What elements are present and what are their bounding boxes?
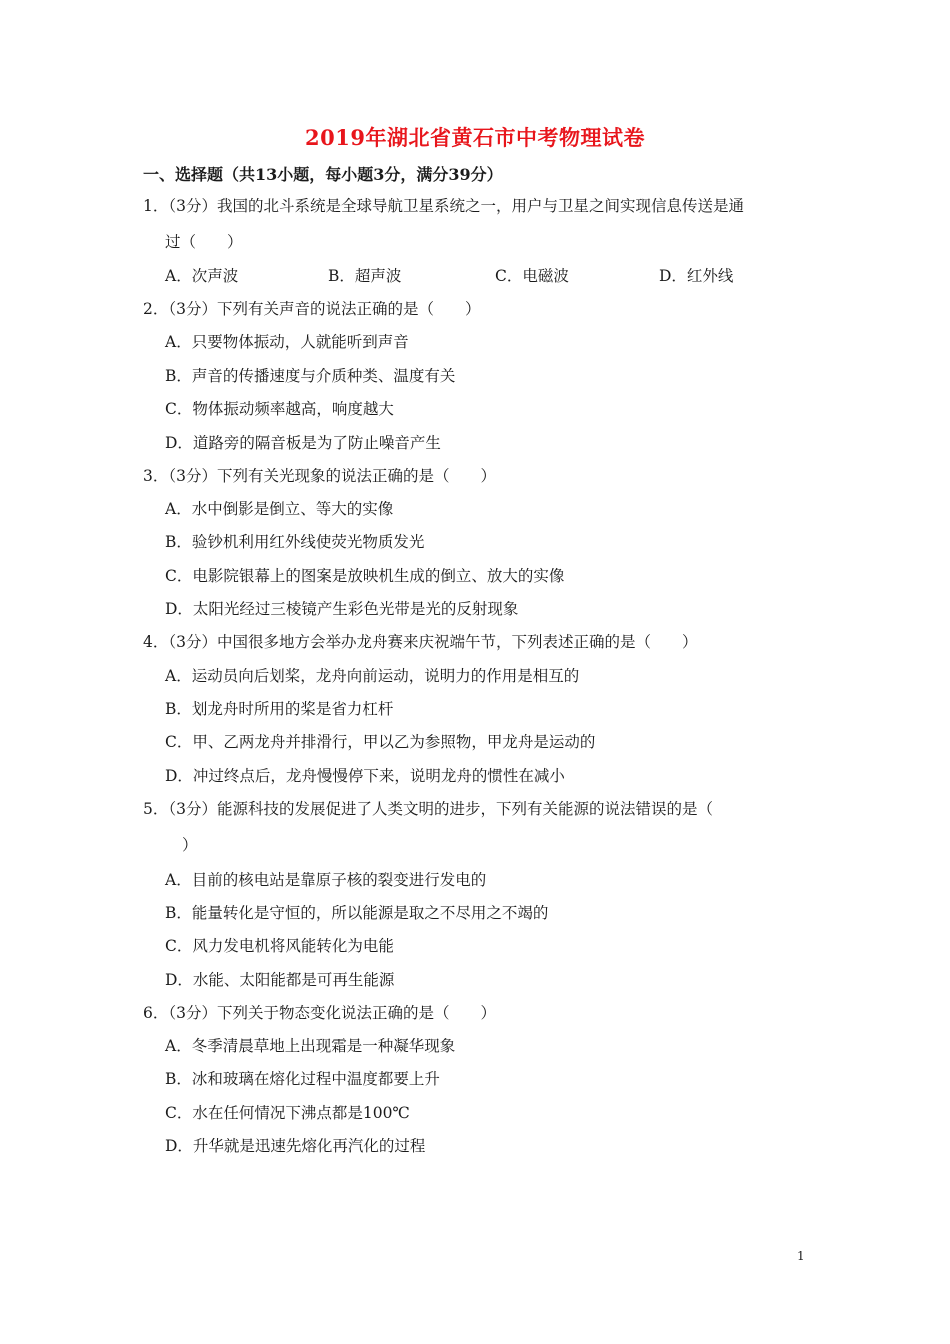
question-5-option-b: B．能量转化是守恒的，所以能源是取之不尽用之不竭的 [165,904,549,922]
question-4-stem: 4．（3分）中国很多地方会举办龙舟赛来庆祝端午节，下列表述正确的是（ ） [143,633,698,651]
question-3-option-b: B．验钞机利用红外线使荧光物质发光 [165,533,425,551]
question-3-stem: 3．（3分）下列有关光现象的说法正确的是（ ） [143,467,496,485]
question-2-stem: 2．（3分）下列有关声音的说法正确的是（ ） [143,300,481,318]
question-5-stem: 5．（3分）能源科技的发展促进了人类文明的进步，下列有关能源的说法错误的是（ [143,800,713,818]
question-5-option-d: D．水能、太阳能都是可再生能源 [165,971,395,989]
question-5-option-c: C．风力发电机将风能转化为电能 [165,937,394,955]
question-3-option-a: A．水中倒影是倒立、等大的实像 [165,500,394,518]
question-1-option-a: A．次声波 [165,267,239,285]
question-1-option-b: B．超声波 [328,267,402,285]
question-4-option-d: D．冲过终点后，龙舟慢慢停下来，说明龙舟的惯性在减小 [165,767,565,785]
question-5-option-a: A．目前的核电站是靠原子核的裂变进行发电的 [165,871,487,889]
question-1-options [165,265,865,287]
question-5-stem-continued: ） [182,836,198,854]
question-6-option-b: B．冰和玻璃在熔化过程中温度都要上升 [165,1070,440,1088]
page-number: 1 [797,1249,805,1263]
question-4-option-c: C．甲、乙两龙舟并排滑行，甲以乙为参照物，甲龙舟是运动的 [165,733,596,751]
question-2-option-d: D．道路旁的隔音板是为了防止噪音产生 [165,434,441,452]
question-6-stem: 6．（3分）下列关于物态变化说法正确的是（ ） [143,1004,496,1022]
section-heading: 一、选择题（共13小题，每小题3分，满分39分） [143,165,503,184]
question-1-option-c: C．电磁波 [495,267,569,285]
question-6-option-c: C．水在任何情况下沸点都是100℃ [165,1104,410,1122]
question-6-option-d: D．升华就是迅速先熔化再汽化的过程 [165,1137,426,1155]
question-3-option-c: C．电影院银幕上的图案是放映机生成的倒立、放大的实像 [165,567,565,585]
question-1-stem: 1．（3分）我国的北斗系统是全球导航卫星系统之一，用户与卫星之间实现信息传送是通 [143,197,744,215]
question-1-stem-continued: 过（ ） [165,233,243,251]
question-6-option-a: A．冬季清晨草地上出现霜是一种凝华现象 [165,1037,456,1055]
question-2-option-b: B．声音的传播速度与介质种类、温度有关 [165,367,456,385]
question-2-option-a: A．只要物体振动，人就能听到声音 [165,333,409,351]
question-2-option-c: C．物体振动频率越高，响度越大 [165,400,394,418]
question-4-option-b: B．划龙舟时所用的桨是省力杠杆 [165,700,394,718]
page-title: 2019年湖北省黄石市中考物理试卷 [305,125,645,150]
question-3-option-d: D．太阳光经过三棱镜产生彩色光带是光的反射现象 [165,600,519,618]
question-4-option-a: A．运动员向后划桨，龙舟向前运动，说明力的作用是相互的 [165,667,580,685]
question-1-option-d: D．红外线 [659,267,734,285]
